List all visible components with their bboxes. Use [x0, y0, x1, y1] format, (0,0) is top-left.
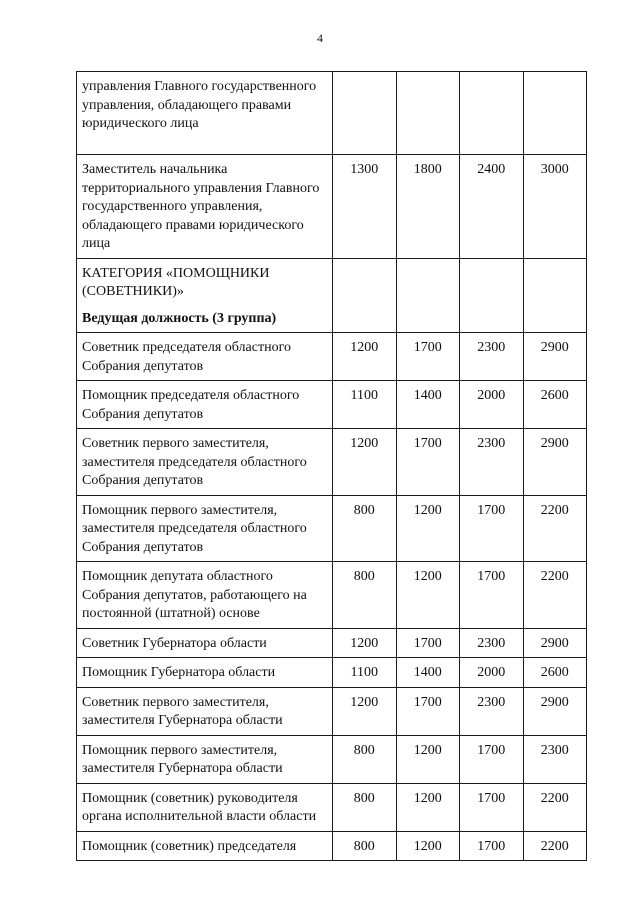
value-cell: 2200 — [523, 562, 587, 629]
table-row — [77, 831, 587, 861]
value-cell: 2200 — [523, 495, 587, 562]
position-name: Заместитель начальника территориального управления Главного государственного управления, обладающего правами юридического лица — [77, 155, 333, 259]
position-name: Советник первого заместителя, заместителя председателя областного Собрания депутатов — [77, 429, 333, 496]
empty-cell — [460, 258, 524, 333]
position-name: Советник Губернатора области — [77, 628, 333, 658]
value-cell: 2000 — [460, 381, 524, 429]
value-cell: 1700 — [396, 687, 460, 735]
table-row — [77, 783, 587, 831]
category-title: КАТЕГОРИЯ «ПОМОЩНИКИ (СОВЕТНИКИ)» — [82, 265, 270, 299]
table-row — [77, 333, 587, 381]
value-cell: 2900 — [523, 333, 587, 381]
value-cell: 1100 — [333, 658, 397, 688]
value-cell: 800 — [333, 495, 397, 562]
value-cell: 1700 — [460, 831, 524, 861]
table-row — [77, 687, 587, 735]
position-name: Помощник (советник) руководителя органа исполнительной власти области — [77, 783, 333, 831]
value-cell: 1400 — [396, 658, 460, 688]
position-name: Помощник Губернатора области — [77, 658, 333, 688]
empty-cell — [396, 258, 460, 333]
table-row — [77, 658, 587, 688]
category-subtitle: Ведущая должность (3 группа) — [82, 310, 277, 326]
value-cell: 2200 — [523, 831, 587, 861]
value-cell: 2600 — [523, 658, 587, 688]
value-cell: 1700 — [460, 783, 524, 831]
value-cell: 2900 — [523, 628, 587, 658]
value-cell — [523, 72, 587, 155]
value-cell: 1200 — [333, 628, 397, 658]
value-cell: 1700 — [396, 429, 460, 496]
value-cell: 1700 — [396, 628, 460, 658]
value-cell: 2900 — [523, 429, 587, 496]
value-cell: 1200 — [333, 687, 397, 735]
value-cell: 1700 — [460, 562, 524, 629]
position-name: Советник первого заместителя, заместителя Губернатора области — [77, 687, 333, 735]
value-cell — [333, 72, 397, 155]
value-cell: 1200 — [396, 735, 460, 783]
value-cell: 2300 — [523, 735, 587, 783]
value-cell: 2900 — [523, 687, 587, 735]
empty-cell — [523, 258, 587, 333]
value-cell: 1200 — [333, 429, 397, 496]
value-cell: 800 — [333, 783, 397, 831]
value-cell — [460, 72, 524, 155]
value-cell: 1200 — [333, 333, 397, 381]
position-name: Помощник (советник) председателя — [77, 831, 333, 861]
table-row — [77, 155, 587, 259]
position-name: Помощник первого заместителя, заместителя Губернатора области — [77, 735, 333, 783]
value-cell — [396, 72, 460, 155]
table-row — [77, 735, 587, 783]
value-cell: 1700 — [396, 333, 460, 381]
value-cell: 3000 — [523, 155, 587, 259]
position-name: Помощник первого заместителя, заместителя председателя областного Собрания депутатов — [77, 495, 333, 562]
empty-cell — [333, 258, 397, 333]
value-cell: 800 — [333, 831, 397, 861]
value-cell: 1800 — [396, 155, 460, 259]
value-cell: 2300 — [460, 333, 524, 381]
table-row — [77, 72, 587, 155]
value-cell: 800 — [333, 735, 397, 783]
value-cell: 2400 — [460, 155, 524, 259]
value-cell: 800 — [333, 562, 397, 629]
value-cell: 2600 — [523, 381, 587, 429]
value-cell: 1100 — [333, 381, 397, 429]
table-row — [77, 429, 587, 496]
salary-table — [76, 71, 587, 861]
value-cell: 2300 — [460, 628, 524, 658]
page-number: 4 — [317, 31, 323, 45]
position-name: Помощник председателя областного Собрания депутатов — [77, 381, 333, 429]
category-cell — [77, 258, 333, 333]
table-row — [77, 562, 587, 629]
value-cell: 1200 — [396, 495, 460, 562]
value-cell: 1200 — [396, 783, 460, 831]
position-name: Советник председателя областного Собрания депутатов — [77, 333, 333, 381]
category-row — [77, 258, 587, 333]
value-cell: 1200 — [396, 831, 460, 861]
table-row — [77, 628, 587, 658]
value-cell: 2000 — [460, 658, 524, 688]
value-cell: 2300 — [460, 429, 524, 496]
value-cell: 2300 — [460, 687, 524, 735]
value-cell: 1700 — [460, 735, 524, 783]
value-cell: 1200 — [396, 562, 460, 629]
position-name: управления Главного государственного управления, обладающего правами юридического лица — [77, 72, 333, 155]
table-row — [77, 495, 587, 562]
value-cell: 1400 — [396, 381, 460, 429]
value-cell: 1300 — [333, 155, 397, 259]
table-row — [77, 381, 587, 429]
value-cell: 1700 — [460, 495, 524, 562]
position-name: Помощник депутата областного Собрания депутатов, работающего на постоянной (штатной) основе — [77, 562, 333, 629]
value-cell: 2200 — [523, 783, 587, 831]
